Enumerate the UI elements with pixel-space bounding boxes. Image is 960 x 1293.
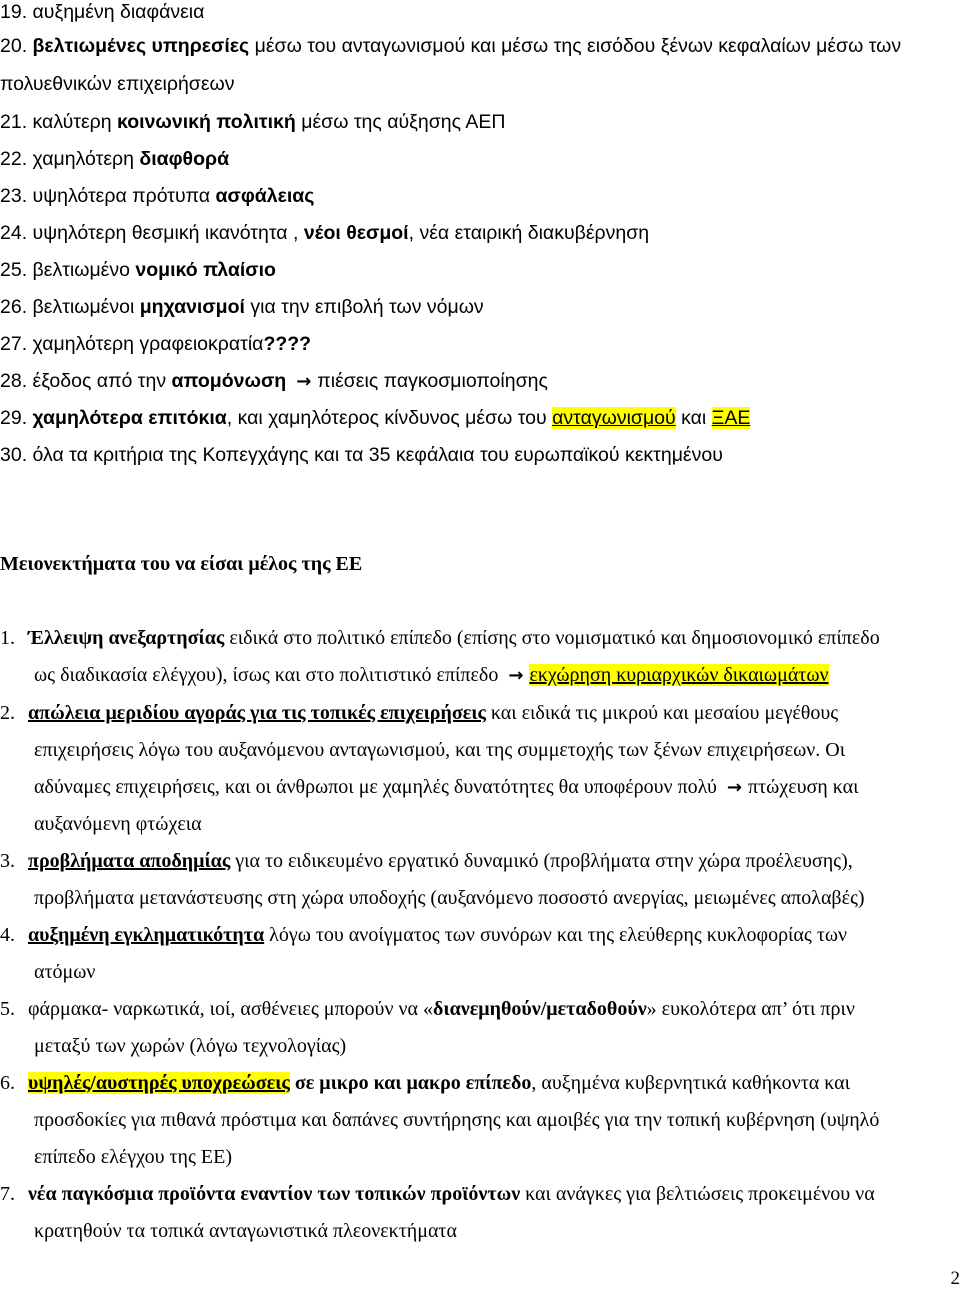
- list-item-29: [0, 406, 750, 430]
- item-number: 28.: [0, 370, 28, 392]
- disadvantage-item-2-line-4: [34, 812, 202, 836]
- item-number: 5.: [0, 998, 15, 1020]
- item-keyword: κοινωνική πολιτική: [117, 111, 296, 133]
- item-number: 27.: [0, 333, 28, 355]
- item-text: προβλήματα μετανάστευσης στη χώρα υποδοχής (αυξανόμενο ποσοστό ανεργίας, μειωμένες απολαβές): [34, 887, 865, 909]
- disadvantage-item-3: [0, 849, 853, 873]
- disadvantage-item-3-line-2: [34, 886, 865, 910]
- disadvantage-item-4-line-2: [34, 960, 95, 984]
- disadvantage-item-4: [0, 923, 847, 947]
- item-text: επιχειρήσεις λόγω του αυξανόμενου ανταγωνισμού, και της συμμετοχής των ξένων επιχειρήσεων. Οι: [34, 739, 846, 761]
- item-number: 2.: [0, 702, 15, 724]
- item-text: μέσω της αύξησης ΑΕΠ: [295, 111, 506, 133]
- item-text: για την επιβολή των νόμων: [244, 296, 484, 318]
- item-text: καλύτερη: [32, 111, 118, 133]
- disadvantage-item-7-line-2: [34, 1219, 457, 1243]
- item-text: πιέσεις παγκοσμιοποίησης: [317, 370, 548, 392]
- item-text: , και χαμηλότερος κίνδυνος μέσω του: [226, 407, 553, 429]
- item-number: 1.: [0, 627, 15, 649]
- item-text: υψηλότερη θεσμική ικανότητα ,: [32, 222, 304, 244]
- item-text: » ευκολότερα απ’ ότι πριν: [646, 998, 855, 1020]
- item-text: πολυεθνικών επιχειρήσεων: [0, 73, 235, 95]
- item-text: και ανάγκες για βελτιώσεις προκειμένου να: [520, 1183, 875, 1205]
- item-number: 25.: [0, 259, 28, 281]
- item-text: μεταξύ των χωρών (λόγω τεχνολογίας): [34, 1035, 347, 1057]
- item-text: υψηλότερα πρότυπα: [32, 185, 216, 207]
- list-item-20: [0, 34, 901, 58]
- item-text: χαμηλότερη: [32, 148, 140, 170]
- item-text: χαμηλότερη γραφειοκρατία: [32, 333, 264, 355]
- item-text: , νέα εταιρική διακυβέρνηση: [408, 222, 650, 244]
- list-item-27: [0, 332, 311, 356]
- item-keyword: ασφάλειας: [215, 185, 315, 207]
- item-keyword: προβλήματα αποδημίας: [28, 850, 231, 872]
- list-item-22: [0, 147, 229, 171]
- item-text: λόγω του ανοίγματος των συνόρων και της ελεύθερης κυκλοφορίας των: [264, 924, 848, 946]
- list-item-23: [0, 184, 314, 208]
- item-number: 6.: [0, 1072, 15, 1094]
- disadvantage-item-2-line-3: [34, 775, 859, 800]
- item-number: 3.: [0, 850, 15, 872]
- item-text: αδύναμες επιχειρήσεις, και οι άνθρωποι με χαμηλές δυνατότητες θα υποφέρουν πολύ: [34, 776, 717, 798]
- right-arrow-icon: →: [508, 665, 524, 686]
- list-item-26: [0, 295, 484, 319]
- item-text: έξοδος από την: [32, 370, 172, 392]
- item-keyword: απομόνωση: [171, 370, 287, 392]
- item-text: κρατηθούν τα τοπικά ανταγωνιστικά πλεονεκτήματα: [34, 1220, 457, 1242]
- item-keyword: χαμηλότερα επιτόκια: [32, 407, 227, 429]
- item-text: για το ειδικευμένο εργατικό δυναμικό (προβλήματα στην χώρα προέλευσης),: [230, 850, 853, 872]
- item-text: αυξανόμενη φτώχεια: [34, 813, 202, 835]
- highlighted-term: ΞΑΕ: [711, 407, 751, 429]
- item-keyword: ????: [263, 333, 312, 355]
- item-keyword: διαφθορά: [139, 148, 230, 170]
- highlighted-term: υψηλές/αυστηρές υποχρεώσεις: [28, 1072, 290, 1094]
- disadvantage-item-1: [0, 626, 880, 650]
- item-text: , αυξημένα κυβερνητικά καθήκοντα και: [531, 1072, 850, 1094]
- disadvantage-item-6-line-2: [34, 1108, 879, 1132]
- disadvantage-item-2-line-2: [34, 738, 845, 762]
- item-text: βελτιωμένοι: [32, 296, 140, 318]
- item-number: 24.: [0, 222, 28, 244]
- list-item-21: [0, 110, 505, 134]
- right-arrow-icon: →: [296, 371, 312, 392]
- list-item-24: [0, 221, 649, 245]
- item-text: όλα τα κριτήρια της Κοπεγχάγης και τα 35 κεφάλαια του ευρωπαϊκού κεκτημένου: [32, 444, 723, 466]
- item-text: βελτιωμένο: [32, 259, 136, 281]
- item-keyword: Έλλειψη ανεξαρτησίας: [28, 627, 225, 649]
- item-keyword: αυξημένη εγκληματικότητα: [28, 924, 265, 946]
- disadvantage-item-2: [0, 701, 838, 725]
- highlighted-term: εκχώρηση κυριαρχικών δικαιωμάτων: [529, 664, 829, 686]
- item-number: 19.: [0, 1, 28, 23]
- item-text: ειδικά στο πολιτικό επίπεδο (επίσης στο νομισματικό και δημοσιονομικό επίπεδο: [224, 627, 880, 649]
- list-item-19: [0, 0, 204, 24]
- disadvantage-item-6-line-3: [34, 1145, 232, 1169]
- item-number: 7.: [0, 1183, 15, 1205]
- item-text: μέσω του ανταγωνισμού και μέσω της εισόδου ξένων κεφαλαίων μέσω των: [249, 35, 902, 57]
- highlighted-term: ανταγωνισμού: [552, 407, 676, 429]
- right-arrow-icon: →: [726, 777, 743, 798]
- list-item-30: [0, 443, 723, 467]
- item-number: 20.: [0, 35, 28, 57]
- item-text: πτώχευση και: [748, 776, 859, 798]
- disadvantage-item-7: [0, 1182, 875, 1206]
- item-keyword: μηχανισμοί: [139, 296, 245, 318]
- item-number: 29.: [0, 407, 28, 429]
- item-number: 23.: [0, 185, 28, 207]
- section-heading: Μειονεκτήματα του να είσαι μέλος της ΕΕ: [0, 553, 363, 575]
- item-text: και: [675, 407, 712, 429]
- list-item-28: [0, 369, 548, 394]
- item-text: φάρμακα- ναρκωτικά, ιοί, ασθένειες μπορούν να «: [28, 998, 434, 1020]
- item-number: 22.: [0, 148, 28, 170]
- item-keyword: σε μικρο και μακρο επίπεδο: [289, 1072, 532, 1094]
- item-keyword: διανεμηθούν/μεταδοθούν: [433, 998, 647, 1020]
- item-text: και ειδικά τις μικρού και μεσαίου μεγέθους: [485, 702, 839, 724]
- disadvantage-item-1-line-2: [34, 663, 829, 688]
- item-text: αυξημένη διαφάνεια: [32, 1, 205, 23]
- list-item-20-continued: [0, 72, 235, 96]
- disadvantage-item-6: [0, 1071, 850, 1095]
- list-item-25: [0, 258, 276, 282]
- item-text: επίπεδο ελέγχου της ΕΕ): [34, 1146, 232, 1168]
- item-text: προσδοκίες για πιθανά πρόστιμα και δαπάνες συντήρησης και αμοιβές για την τοπική κυβέρνηση (υψηλό: [34, 1109, 880, 1131]
- item-text: ατόμων: [34, 961, 96, 983]
- item-keyword: απώλεια μεριδίου αγοράς για τις τοπικές επιχειρήσεις: [28, 702, 486, 724]
- item-keyword: βελτιωμένες υπηρεσίες: [32, 35, 250, 57]
- item-number: 4.: [0, 924, 15, 946]
- disadvantage-item-5: [0, 997, 855, 1021]
- item-number: 21.: [0, 111, 28, 133]
- item-number: 30.: [0, 444, 28, 466]
- item-text: ως διαδικασία ελέγχου), ίσως και στο πολιτιστικό επίπεδο: [34, 664, 499, 686]
- disadvantage-item-5-line-2: [34, 1034, 346, 1058]
- item-keyword: νέα παγκόσμια προϊόντα εναντίον των τοπικών προϊόντων: [28, 1183, 521, 1205]
- item-number: 26.: [0, 296, 28, 318]
- item-keyword: νομικό πλαίσιο: [135, 259, 276, 281]
- item-keyword: νέοι θεσμοί: [303, 222, 409, 244]
- page-number: 2: [950, 1268, 960, 1289]
